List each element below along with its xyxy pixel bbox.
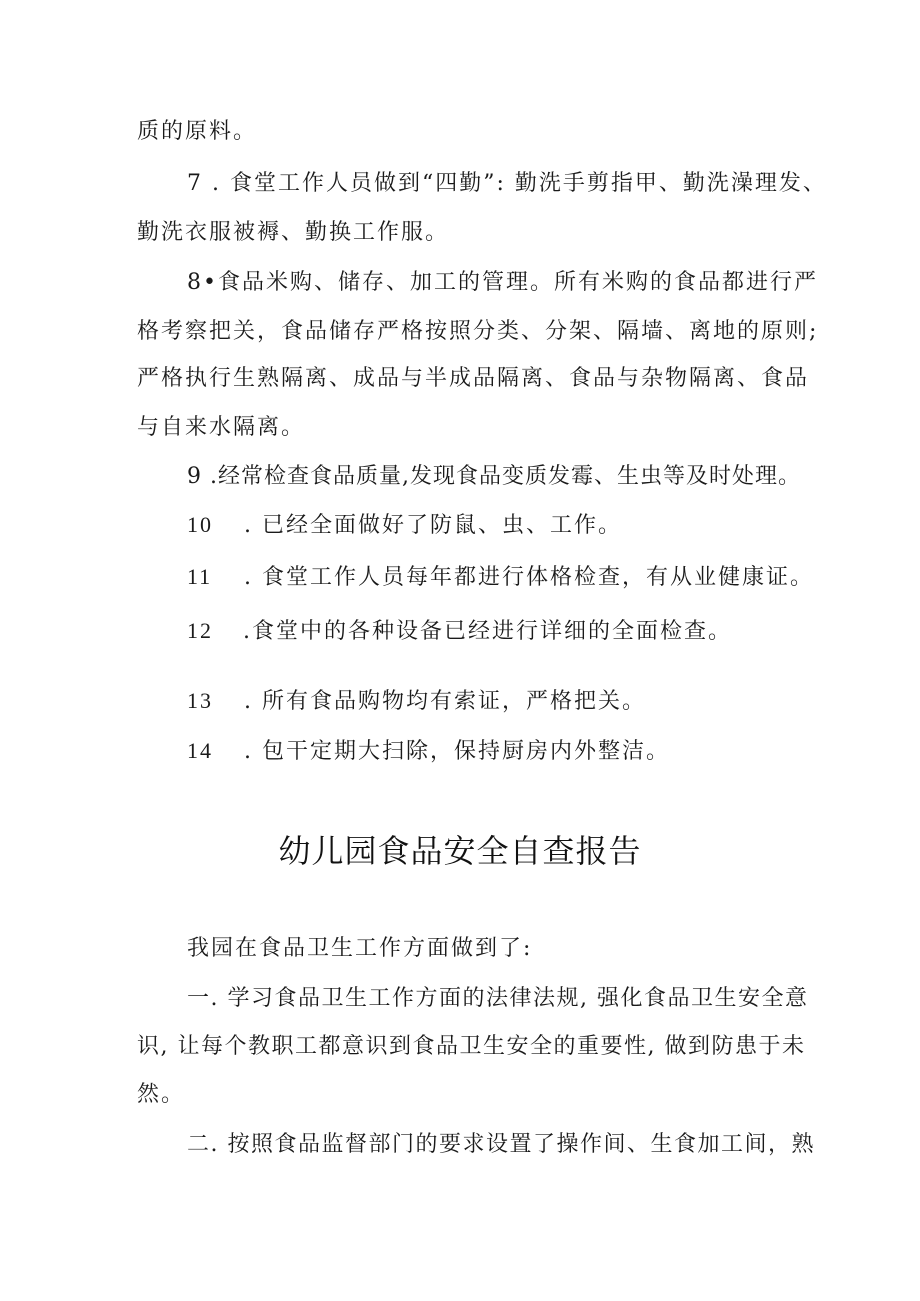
item-14 bbox=[187, 736, 670, 767]
report-paragraph-1-line-2: 识, 让每个教职工都意识到食品卫生安全的重要性, 做到防患于未 bbox=[137, 1034, 806, 1059]
item-10-text: . 已经全面做好了防鼠、虫、工作。 bbox=[244, 513, 622, 538]
item-14-number: 14 bbox=[187, 738, 213, 763]
item-8-line-2: 格考察把关，食品储存严格按照分类、分架、隔墙、离地的原则; bbox=[137, 319, 819, 344]
report-title: 幼儿园食品安全自查报告 bbox=[278, 832, 642, 870]
item-8-line-3: 严格执行生熟隔离、成品与半成品隔离、食品与杂物隔离、食品 bbox=[137, 366, 810, 391]
item-8-line-1: 8•食品米购、储存、加工的管理。所有米购的食品都进行严 bbox=[187, 270, 818, 295]
report-paragraph-2-line-1: 二. 按照食品监督部门的要求设置了操作间、生食加工间，熟 bbox=[187, 1132, 815, 1157]
item-13-text: . 所有食品购物均有索证，严格把关。 bbox=[244, 689, 646, 714]
item-7-line-1: 7 . 食堂工作人员做到“四勤”: 勤洗手剪指甲、勤洗澡理发、 bbox=[187, 171, 827, 196]
report-paragraph-1-line-3: 然。 bbox=[137, 1082, 186, 1107]
item-7-line-2: 勤洗衣服被褥、勤换工作服。 bbox=[137, 220, 450, 245]
item-11-text: . 食堂工作人员每年都进行体格检查，有从业健康证。 bbox=[244, 565, 814, 590]
item-10-number: 10 bbox=[187, 512, 213, 537]
item-13 bbox=[187, 686, 646, 717]
item-11-number: 11 bbox=[187, 564, 213, 589]
item-14-text: . 包干定期大扫除，保持厨房内外整洁。 bbox=[244, 739, 670, 764]
report-paragraph-1-line-1: 一. 学习食品卫生工作方面的法律法规, 强化食品卫生安全意 bbox=[187, 986, 809, 1011]
item-11 bbox=[187, 562, 814, 593]
item-13-number: 13 bbox=[187, 688, 213, 713]
item-8-line-4: 与自来水隔离。 bbox=[137, 415, 306, 440]
item-12-number: 12 bbox=[187, 618, 213, 643]
report-intro: 我园在食品卫生工作方面做到了: bbox=[187, 936, 533, 961]
item-10 bbox=[187, 510, 622, 541]
item-12-text: .食堂中的各种设备已经进行详细的全面检查。 bbox=[243, 619, 732, 644]
continuation-text: 质的原料。 bbox=[137, 119, 258, 144]
item-12 bbox=[187, 616, 732, 647]
item-9: 9 .经常检查食品质量,发现食品变质发霉、生虫等及时处理。 bbox=[187, 464, 801, 489]
